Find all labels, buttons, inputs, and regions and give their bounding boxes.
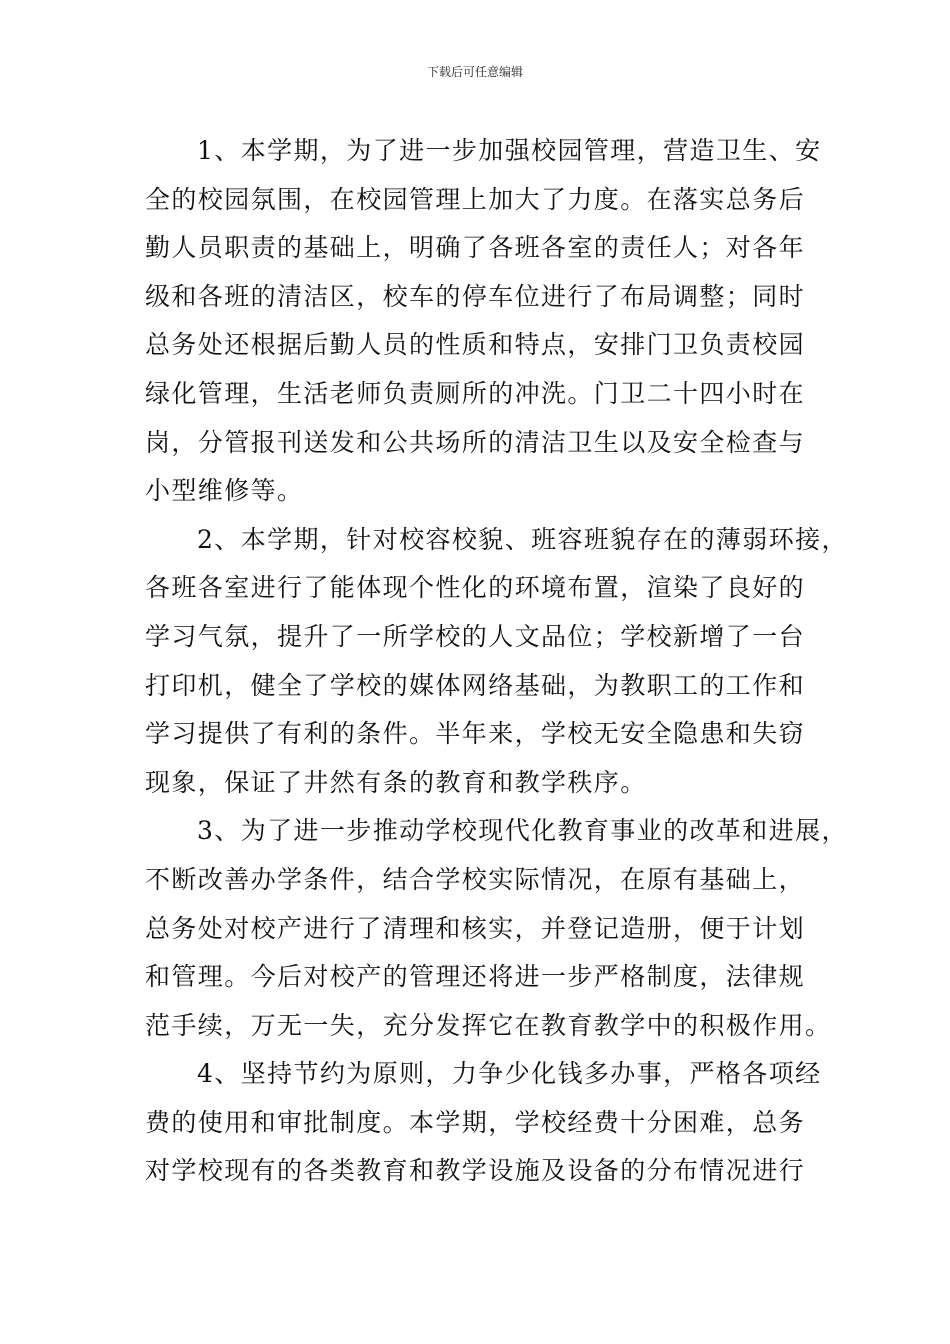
text-line: 不断改善办学条件，结合学校实际情况，在原有基础上，: [145, 864, 806, 894]
text-line: 级和各班的清洁区，校车的停车位进行了布局调整；同时: [145, 281, 806, 311]
document-body: [145, 127, 848, 1196]
text-line: 3、为了进一步推动学校现代化教育事业的改革和进展，: [197, 816, 848, 846]
text-line: 费的使用和审批制度。本学期，学校经费十分困难，总务: [145, 1107, 806, 1137]
text-line: 1、本学期，为了进一步加强校园管理，营造卫生、安: [197, 136, 822, 165]
text-line: 现象，保证了井然有条的教育和教学秩序。: [145, 767, 647, 797]
text-line: 勤人员职责的基础上，明确了各班各室的责任人；对各年: [145, 233, 806, 263]
text-line: 总务处还根据后勤人员的性质和特点，安排门卫负责校园: [145, 330, 806, 360]
text-line: 小型维修等。: [145, 476, 304, 506]
paragraph-3: [145, 807, 848, 1050]
text-line: 学习气氛，提升了一所学校的人文品位；学校新增了一台: [145, 621, 806, 651]
text-line: 范手续，万无一失，充分发挥它在教育教学中的积极作用。: [145, 1010, 832, 1040]
text-line: 总务处对校产进行了清理和核实，并登记造册，便于计划: [145, 913, 806, 943]
text-line: 绿化管理，生活老师负责厕所的冲洗。门卫二十四小时在: [145, 378, 806, 408]
paragraph-1: [145, 127, 822, 516]
text-line: 岗，分管报刊送发和公共场所的清洁卫生以及安全检查与: [145, 427, 806, 457]
text-line: 打印机，健全了学校的媒体网络基础，为教职工的工作和: [145, 670, 806, 700]
text-line: 和管理。今后对校产的管理还将进一步严格制度，法律规: [145, 962, 806, 992]
text-line: 2、本学期，针对校容校貌、班容班貌存在的薄弱环接，: [197, 524, 848, 554]
text-line: 全的校园氛围，在校园管理上加大了力度。在落实总务后: [145, 184, 806, 214]
page-header-note: 下载后可任意编辑: [426, 65, 523, 79]
text-line: 4、坚持节约为原则，力争少化钱多办事，严格各项经: [197, 1059, 822, 1089]
text-line: 学习提供了有利的条件。半年来，学校无安全隐患和失窃: [145, 719, 806, 749]
paragraph-4: [145, 1050, 822, 1196]
text-line: 对学校现有的各类教育和教学设施及设备的分布情况进行: [145, 1156, 806, 1186]
paragraph-2: [145, 516, 848, 808]
text-line: 各班各室进行了能体现个性化的环境布置，渲染了良好的: [145, 573, 806, 603]
